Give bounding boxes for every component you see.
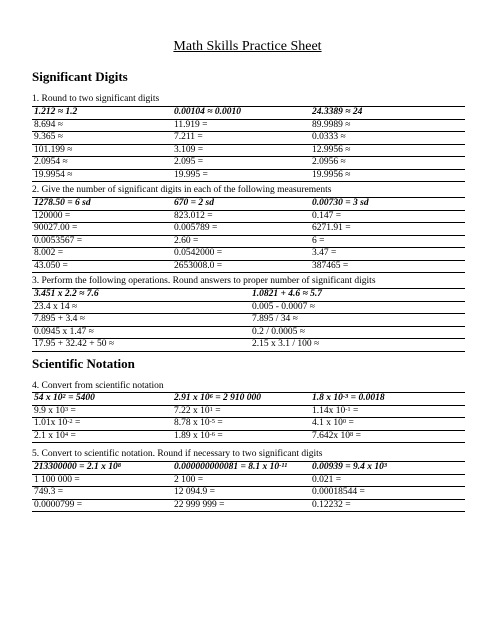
- table-cell: 0.2 / 0.0005 ≈: [250, 326, 465, 339]
- cell-base: 8.78 x 10: [174, 418, 210, 428]
- table-cell: 8.002 =: [32, 248, 172, 261]
- q5-label: 5. Convert to scientific notation. Round if necessary to two significant digits: [32, 449, 323, 459]
- table-row: [32, 198, 465, 211]
- table-cell: [172, 405, 310, 418]
- table-cell: 2.60 =: [172, 235, 310, 248]
- table-cell: 823.012 =: [172, 210, 310, 223]
- cell-tail: = 2 910 000: [212, 393, 262, 403]
- table-cell: 6271.91 =: [310, 223, 465, 236]
- cell-base: 0.000000000081 = 8.1 x 10: [174, 462, 280, 472]
- table-cell: [32, 474, 172, 487]
- q1-label: 1. Round to two significant digits: [32, 94, 160, 104]
- table-cell: 101.199 ≈: [32, 144, 172, 157]
- cell-base: 0.00018544 =: [312, 487, 365, 497]
- cell-base: 1.8 x 10: [312, 393, 343, 403]
- cell-base: 22 999 999 =: [174, 499, 225, 510]
- table-cell: [172, 474, 310, 487]
- cell-base: 2.1 x 10: [34, 430, 65, 441]
- cell-base: 54 x 10: [34, 393, 63, 403]
- table-row: [32, 169, 465, 182]
- table-cell: [32, 405, 172, 418]
- cell-base: 12 094.9 =: [174, 487, 215, 497]
- table-row: [32, 474, 465, 487]
- table-cell: 7.895 + 3.4 ≈: [32, 314, 250, 327]
- table-cell: 8.694 ≈: [32, 119, 172, 132]
- cell-base: 1.01x 10: [34, 418, 68, 428]
- cell-base: 2 100 =: [174, 474, 204, 485]
- table-cell: 7.211 =: [172, 132, 310, 145]
- table-cell: 0.147 =: [310, 210, 465, 223]
- table-row: [32, 339, 465, 352]
- table-cell: 19.9954 ≈: [32, 169, 172, 182]
- table-cell: [172, 418, 310, 431]
- cell-base: 749.3 =: [34, 487, 64, 497]
- table-row: [32, 223, 465, 236]
- table-cell: 2.0954 ≈: [32, 157, 172, 170]
- table-cell: [310, 487, 465, 500]
- q1-table: [32, 106, 465, 182]
- table-row: [32, 430, 465, 443]
- table-cell: [172, 430, 310, 443]
- table-row: [32, 144, 465, 157]
- table-cell: 89.9989 ≈: [310, 119, 465, 132]
- q4-table: [32, 392, 465, 443]
- cell-tail: =: [215, 430, 223, 441]
- cell-exponent: 8: [117, 462, 122, 469]
- table-cell: 3.451 x 2.2 ≈ 7.6: [32, 289, 250, 302]
- q3-label: 3. Perform the following operations. Round answers to proper number of significant digits: [32, 276, 376, 286]
- table-cell: 90027.00 =: [32, 223, 172, 236]
- page-title: Math Skills Practice Sheet: [173, 39, 322, 54]
- cell-exponent: 2: [62, 393, 66, 400]
- cell-exponent: -1: [345, 405, 351, 413]
- table-cell: 3.47 =: [310, 248, 465, 261]
- table-cell: 3.109 =: [172, 144, 310, 157]
- cell-base: 2.91 x 10: [174, 393, 210, 403]
- cell-base: 4.1 x 10: [312, 418, 343, 428]
- cell-exponent: -2: [67, 418, 73, 425]
- cell-tail: =: [212, 405, 221, 416]
- table-cell: 0.005789 =: [172, 223, 310, 236]
- table-cell: 2.095 =: [172, 157, 310, 170]
- table-row: [32, 157, 465, 170]
- table-cell: 19.995 =: [172, 169, 310, 182]
- table-cell: [32, 418, 172, 431]
- table-row: [32, 301, 465, 314]
- table-row: [32, 119, 465, 132]
- significant-digits-heading: Significant Digits: [32, 69, 128, 84]
- cell-base: 0.00939 = 9.4 x 10: [312, 462, 384, 472]
- cell-tail: =: [72, 418, 81, 428]
- table-cell: [310, 393, 465, 406]
- table-cell: [32, 462, 172, 475]
- table-row: [32, 418, 465, 431]
- table-cell: 11.919 =: [172, 119, 310, 132]
- cell-exponent: -6: [209, 430, 216, 438]
- scientific-notation-heading: Scientific Notation: [32, 356, 135, 371]
- table-cell: 1.0821 + 4.6 ≈ 5.7: [250, 289, 465, 302]
- table-cell: [310, 474, 465, 487]
- table-cell: 9.365 ≈: [32, 132, 172, 145]
- table-row: [32, 314, 465, 327]
- table-cell: 0.0542000 =: [172, 248, 310, 261]
- cell-base: 1 100 000 =: [34, 474, 80, 485]
- cell-exponent: 6: [209, 393, 213, 400]
- table-row: [32, 487, 465, 500]
- cell-tail: =: [350, 405, 359, 416]
- table-cell: [310, 405, 465, 418]
- cell-tail: =: [353, 430, 361, 441]
- table-row: [32, 260, 465, 273]
- cell-base: 213300000 = 2.1 x 10: [34, 462, 118, 472]
- cell-exponent: 8: [350, 430, 354, 438]
- cell-base: 0.021 =: [312, 474, 342, 485]
- table-cell: 1278.50 = 6 sd: [32, 198, 172, 211]
- table-cell: 0.0333 ≈: [310, 132, 465, 145]
- table-cell: 23.4 x 14 ≈: [32, 301, 250, 314]
- table-row: [32, 462, 465, 475]
- cell-base: 1.89 x 10: [174, 430, 210, 441]
- table-cell: [32, 430, 172, 443]
- table-cell: [32, 393, 172, 406]
- table-cell: [310, 418, 465, 431]
- table-row: [32, 289, 465, 302]
- table-cell: 24.3389 ≈ 24: [310, 107, 465, 120]
- cell-base: 9.9 x 10: [34, 405, 65, 416]
- q3-table: [32, 288, 465, 352]
- cell-exponent: 4: [64, 430, 69, 438]
- table-cell: 2.0956 ≈: [310, 157, 465, 170]
- cell-tail: =: [215, 418, 223, 428]
- table-cell: 17.95 + 32.42 + 50 ≈: [32, 339, 250, 352]
- table-row: [32, 499, 465, 512]
- table-cell: 6 =: [310, 235, 465, 248]
- cell-base: 0.12232 =: [312, 499, 351, 510]
- table-row: [32, 107, 465, 120]
- table-row: [32, 248, 465, 261]
- table-cell: [172, 393, 310, 406]
- cell-exponent: -11: [279, 462, 288, 469]
- table-cell: 387465 =: [310, 260, 465, 273]
- cell-base: 0.0000799 =: [34, 499, 83, 510]
- table-row: [32, 393, 465, 406]
- cell-exponent: 1: [209, 405, 213, 413]
- cell-base: 1.14x 10: [312, 405, 346, 416]
- cell-exponent: -3: [342, 393, 349, 400]
- table-cell: [32, 487, 172, 500]
- table-cell: 12.9956 ≈: [310, 144, 465, 157]
- cell-base: 7.22 x 10: [174, 405, 210, 416]
- cell-exponent: -5: [209, 418, 216, 425]
- table-cell: [310, 430, 465, 443]
- table-cell: 43.050 =: [32, 260, 172, 273]
- cell-exponent: 3: [64, 405, 69, 413]
- cell-exponent: 3: [383, 462, 388, 469]
- table-cell: 0.00104 ≈ 0.0010: [172, 107, 310, 120]
- table-cell: 0.0053567 =: [32, 235, 172, 248]
- table-row: [32, 405, 465, 418]
- table-cell: 19.9956 ≈: [310, 169, 465, 182]
- table-cell: [310, 462, 465, 475]
- table-row: [32, 326, 465, 339]
- table-cell: 2.15 x 3.1 / 100 ≈: [250, 339, 465, 352]
- table-row: [32, 235, 465, 248]
- q2-label: 2. Give the number of significant digits in each of the following measurements: [32, 185, 332, 195]
- table-cell: [172, 499, 310, 512]
- table-row: [32, 210, 465, 223]
- table-cell: [310, 499, 465, 512]
- table-cell: 2653008.0 =: [172, 260, 310, 273]
- cell-tail: =: [346, 418, 354, 428]
- cell-tail: =: [68, 430, 76, 441]
- cell-base: 7.642x 10: [312, 430, 350, 441]
- q5-table: [32, 461, 465, 512]
- table-cell: 670 = 2 sd: [172, 198, 310, 211]
- table-cell: 0.00730 = 3 sd: [310, 198, 465, 211]
- cell-tail: = 0.0018: [348, 393, 385, 403]
- table-cell: 7.895 / 34 ≈: [250, 314, 465, 327]
- table-cell: 1.212 ≈ 1.2: [32, 107, 172, 120]
- cell-tail: = 5400: [65, 393, 95, 403]
- table-row: [32, 132, 465, 145]
- table-cell: 120000 =: [32, 210, 172, 223]
- q4-label: 4. Convert from scientific notation: [32, 381, 164, 391]
- q2-table: [32, 197, 465, 273]
- cell-exponent: 0: [342, 418, 347, 425]
- table-cell: 0.0945 x 1.47 ≈: [32, 326, 250, 339]
- table-cell: [172, 487, 310, 500]
- table-cell: [32, 499, 172, 512]
- cell-tail: =: [68, 405, 76, 416]
- table-cell: 0.005 - 0.0007 ≈: [250, 301, 465, 314]
- table-cell: [172, 462, 310, 475]
